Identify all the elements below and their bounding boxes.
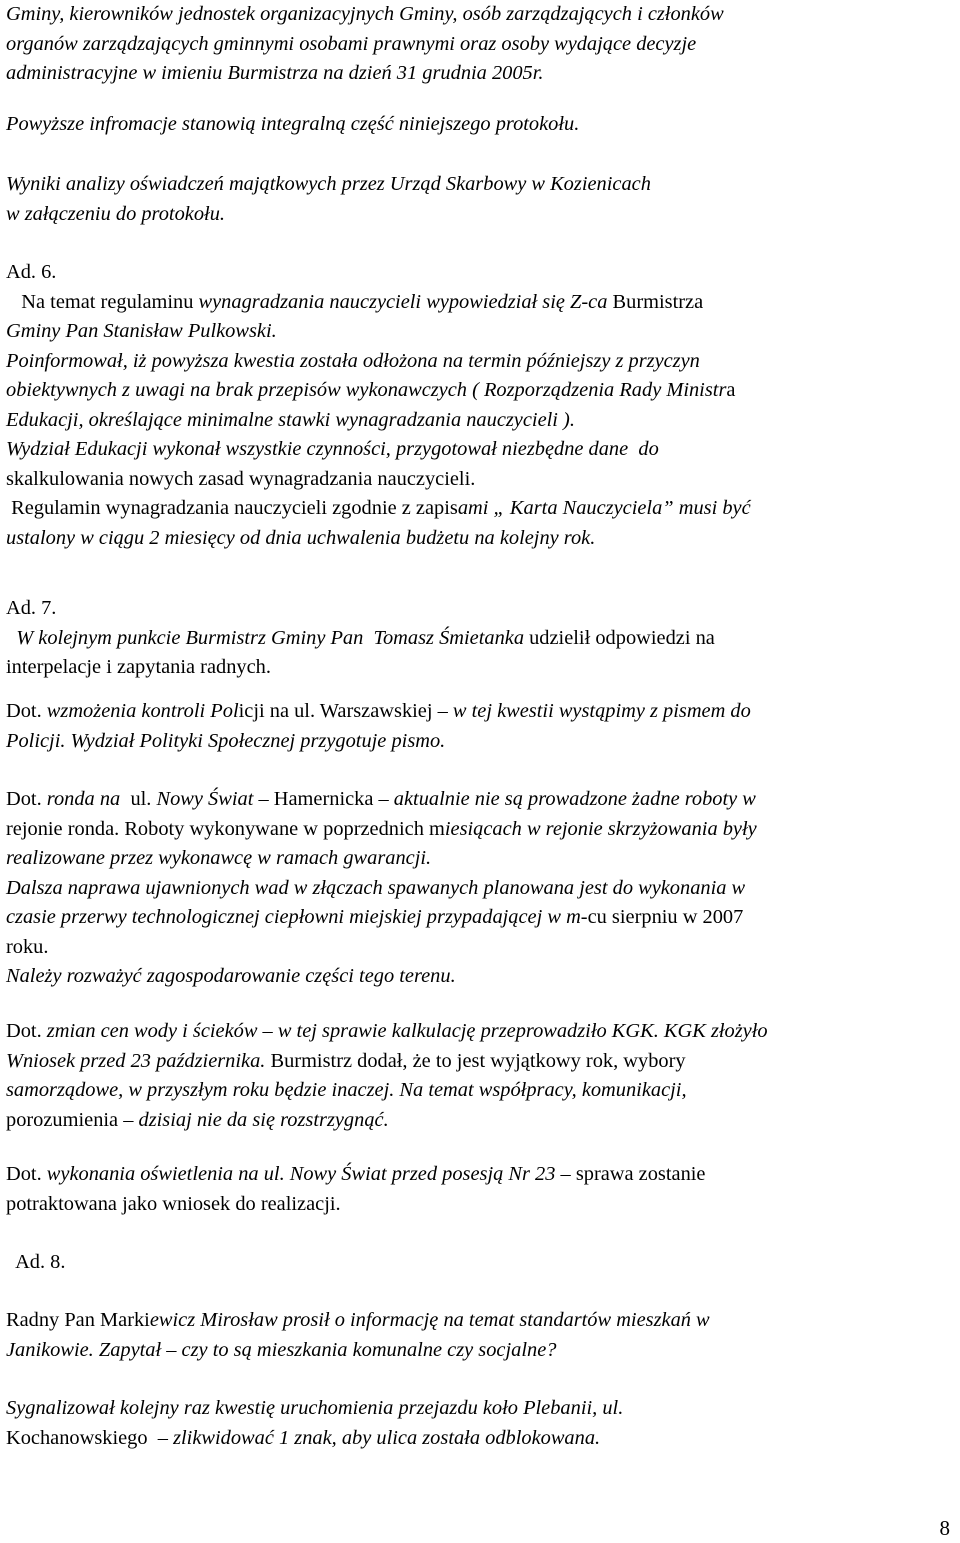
text-run: interpelacje i zapytania radnych.	[6, 656, 271, 678]
text-line	[6, 170, 958, 200]
text-run: Dot.	[6, 1020, 47, 1042]
text-run: potraktowana jako wniosek do realizacji.	[6, 1192, 341, 1215]
text-run: – Hamernicka –	[253, 788, 394, 810]
paragraph	[6, 1160, 958, 1219]
text-run: Ad. 6.	[6, 261, 57, 283]
text-line	[6, 1160, 958, 1190]
text-line	[6, 30, 958, 60]
paragraph	[6, 1248, 958, 1278]
paragraph	[6, 1017, 958, 1135]
text-line	[6, 1076, 958, 1106]
text-run: Powyższe infromacje stanowią integralną część niniejszego protokołu.	[6, 113, 580, 135]
text-line	[6, 435, 958, 465]
text-run: icji na ul. Warszawskiej –	[238, 700, 453, 722]
text-run: ul.	[125, 788, 157, 810]
text-run: Na temat regulaminu	[6, 290, 199, 313]
text-run: rejonie ronda. Roboty wykonywane w poprzednich m	[6, 817, 445, 840]
text-line	[6, 1190, 958, 1220]
text-run: Nowy Świat	[156, 788, 254, 810]
text-run: – sprawa zostanie	[555, 1163, 706, 1185]
text-line	[6, 110, 958, 140]
text-run: wynagradzania nauczycieli wypowiedział się Z-ca	[198, 290, 608, 313]
text-run: Wydział Edukacji wykonał wszystkie czynności, przygotował niezbędne dane do	[6, 438, 659, 460]
text-run: skalkulowania nowych zasad wynagradzania nauczycieli.	[6, 467, 476, 490]
text-run: Burmistrz dodał, że to jest wyjątkowy rok, wybory	[270, 1049, 686, 1072]
text-run: a	[726, 379, 736, 401]
text-run: Ad. 8.	[6, 1251, 66, 1273]
text-line	[6, 317, 958, 347]
text-line	[6, 933, 958, 963]
text-line	[6, 1106, 958, 1136]
text-run: Edukacji, określające minimalne stawki wynagradzania nauczycieli ).	[6, 408, 575, 431]
text-run: udzielił odpowiedzi na	[524, 626, 715, 649]
text-run: Regulamin wynagradzania nauczycieli zgodnie z zapis	[6, 497, 458, 519]
text-run: Sygnalizował kolejny raz kwestię uruchomienia przejazdu koło Plebanii, ul.	[6, 1397, 624, 1419]
text-line	[6, 844, 958, 874]
text-line	[6, 1424, 958, 1454]
text-line	[6, 874, 958, 904]
text-run: roku.	[6, 935, 49, 958]
text-run: ami „ Karta Nauczyciela” musi być	[457, 497, 751, 519]
text-run: organów zarządzających gminnymi osobami prawnymi oraz osoby wydające decyzje	[6, 32, 697, 55]
text-line	[6, 524, 958, 554]
text-run: wzmożenia kontroli Pol	[46, 700, 239, 722]
text-line	[6, 288, 958, 318]
text-run: W kolejnym punkcie Burmistrz Gminy Pan Tomasz Śmietanka	[6, 626, 525, 649]
text-run: Poinformował, iż powyższa kwestia została odłożona na termin późniejszy z przyczyn	[6, 349, 700, 372]
text-run: Janikowie. Zapytał – czy to są mieszkania komunalne czy socjalne?	[6, 1338, 557, 1361]
text-run: Nowy Świat przed posesją Nr 23	[289, 1163, 556, 1185]
text-run: zlikwidować 1 znak, aby ulica została odblokowana.	[173, 1426, 601, 1449]
paragraph	[6, 594, 958, 683]
text-run: Należy rozważyć zagospodarowanie części tego terenu.	[6, 965, 456, 987]
text-line	[6, 1248, 958, 1278]
text-run: dzisiaj nie da się rozstrzygnąć.	[138, 1108, 389, 1131]
text-run: wykonania oświetlenia na ul.	[46, 1163, 290, 1185]
text-line	[6, 494, 958, 524]
text-run: Dot.	[6, 788, 47, 810]
paragraph	[6, 785, 958, 992]
text-run: czasie przerwy technologicznej ciepłowni miejskiej przypadającej w m	[6, 906, 581, 928]
text-line	[6, 594, 958, 624]
text-line	[6, 1047, 958, 1077]
text-line	[6, 1306, 958, 1336]
text-run: ronda na	[46, 788, 126, 810]
text-run: administracyjne w imieniu Burmistrza na dzień 31 grudnia 2005r.	[6, 62, 544, 84]
text-line	[6, 59, 958, 89]
paragraph	[6, 0, 958, 89]
text-run: Dalsza naprawa ujawnionych wad w złączach spawanych planowana jest do wykonania w	[6, 876, 746, 899]
text-line	[6, 258, 958, 288]
text-line	[6, 1336, 958, 1366]
paragraph	[6, 1394, 958, 1453]
text-run: ustalony w ciągu 2 miesięcy od dnia uchwalenia budżetu na kolejny rok.	[6, 526, 596, 549]
text-line	[6, 347, 958, 377]
text-line	[6, 697, 958, 727]
text-line	[6, 962, 958, 992]
text-line	[6, 785, 958, 815]
text-run: Ad. 7.	[6, 597, 57, 619]
paragraph	[6, 258, 958, 553]
paragraph	[6, 170, 958, 229]
text-run: Kochanowskiego –	[6, 1426, 174, 1449]
text-run: Dot.	[6, 700, 47, 722]
text-run: Gminy, kierowników jednostek organizacyjnych Gminy, osób zarządzających i członków	[6, 3, 724, 25]
text-line	[6, 624, 958, 654]
text-run: Wyniki analizy oświadczeń majątkowych przez Urząd Skarbowy w Kozienicach	[6, 173, 651, 195]
text-run: w tej kwestii wystąpimy z pismem do	[452, 700, 751, 722]
text-run: porozumienia –	[6, 1108, 139, 1131]
text-run: Policji. Wydział Polityki Społecznej przygotuje pismo.	[6, 729, 446, 752]
text-run: samorządowe, w przyszłym roku będzie inaczej. Na temat współpracy, komunikacji,	[6, 1079, 687, 1101]
text-line	[6, 406, 958, 436]
text-line	[6, 653, 958, 683]
text-line	[6, 1017, 958, 1047]
text-line	[6, 465, 958, 495]
text-line	[6, 815, 958, 845]
text-run: Burmistrza	[607, 290, 704, 313]
text-run: zmian cen wody i ścieków – w tej sprawie kalkulację przeprowadziło KGK. KGK złożyło	[46, 1020, 768, 1042]
text-line	[6, 0, 958, 30]
text-line	[6, 376, 958, 406]
page-number: 8	[939, 1516, 950, 1540]
text-run: aktualnie nie są prowadzone żadne roboty w	[393, 788, 756, 810]
text-run: realizowane przez wykonawcę w ramach gwarancji.	[6, 847, 432, 869]
text-run: -cu sierpniu w 2007	[580, 906, 744, 928]
paragraph	[6, 1306, 958, 1365]
text-run: obiektywnych z uwagi na brak przepisów wykonawczych ( Rozporządzenia Rady Ministr	[6, 379, 727, 401]
text-run: ewicz Mirosław prosił o informację na temat standartów mieszkań w	[149, 1309, 710, 1331]
text-run: Gminy Pan Stanisław Pulkowski.	[6, 320, 277, 342]
paragraph	[6, 697, 958, 756]
text-run: Dot.	[6, 1163, 47, 1185]
text-run: Wniosek przed 23 października.	[6, 1049, 271, 1072]
paragraph	[6, 110, 958, 140]
text-line	[6, 200, 958, 230]
text-run: iesiącach w rejonie skrzyżowania były	[444, 817, 757, 840]
text-run: w załączeniu do protokołu.	[6, 202, 225, 225]
text-line	[6, 1394, 958, 1424]
text-run: Radny Pan Marki	[6, 1309, 150, 1331]
text-line	[6, 727, 958, 757]
text-line	[6, 903, 958, 933]
